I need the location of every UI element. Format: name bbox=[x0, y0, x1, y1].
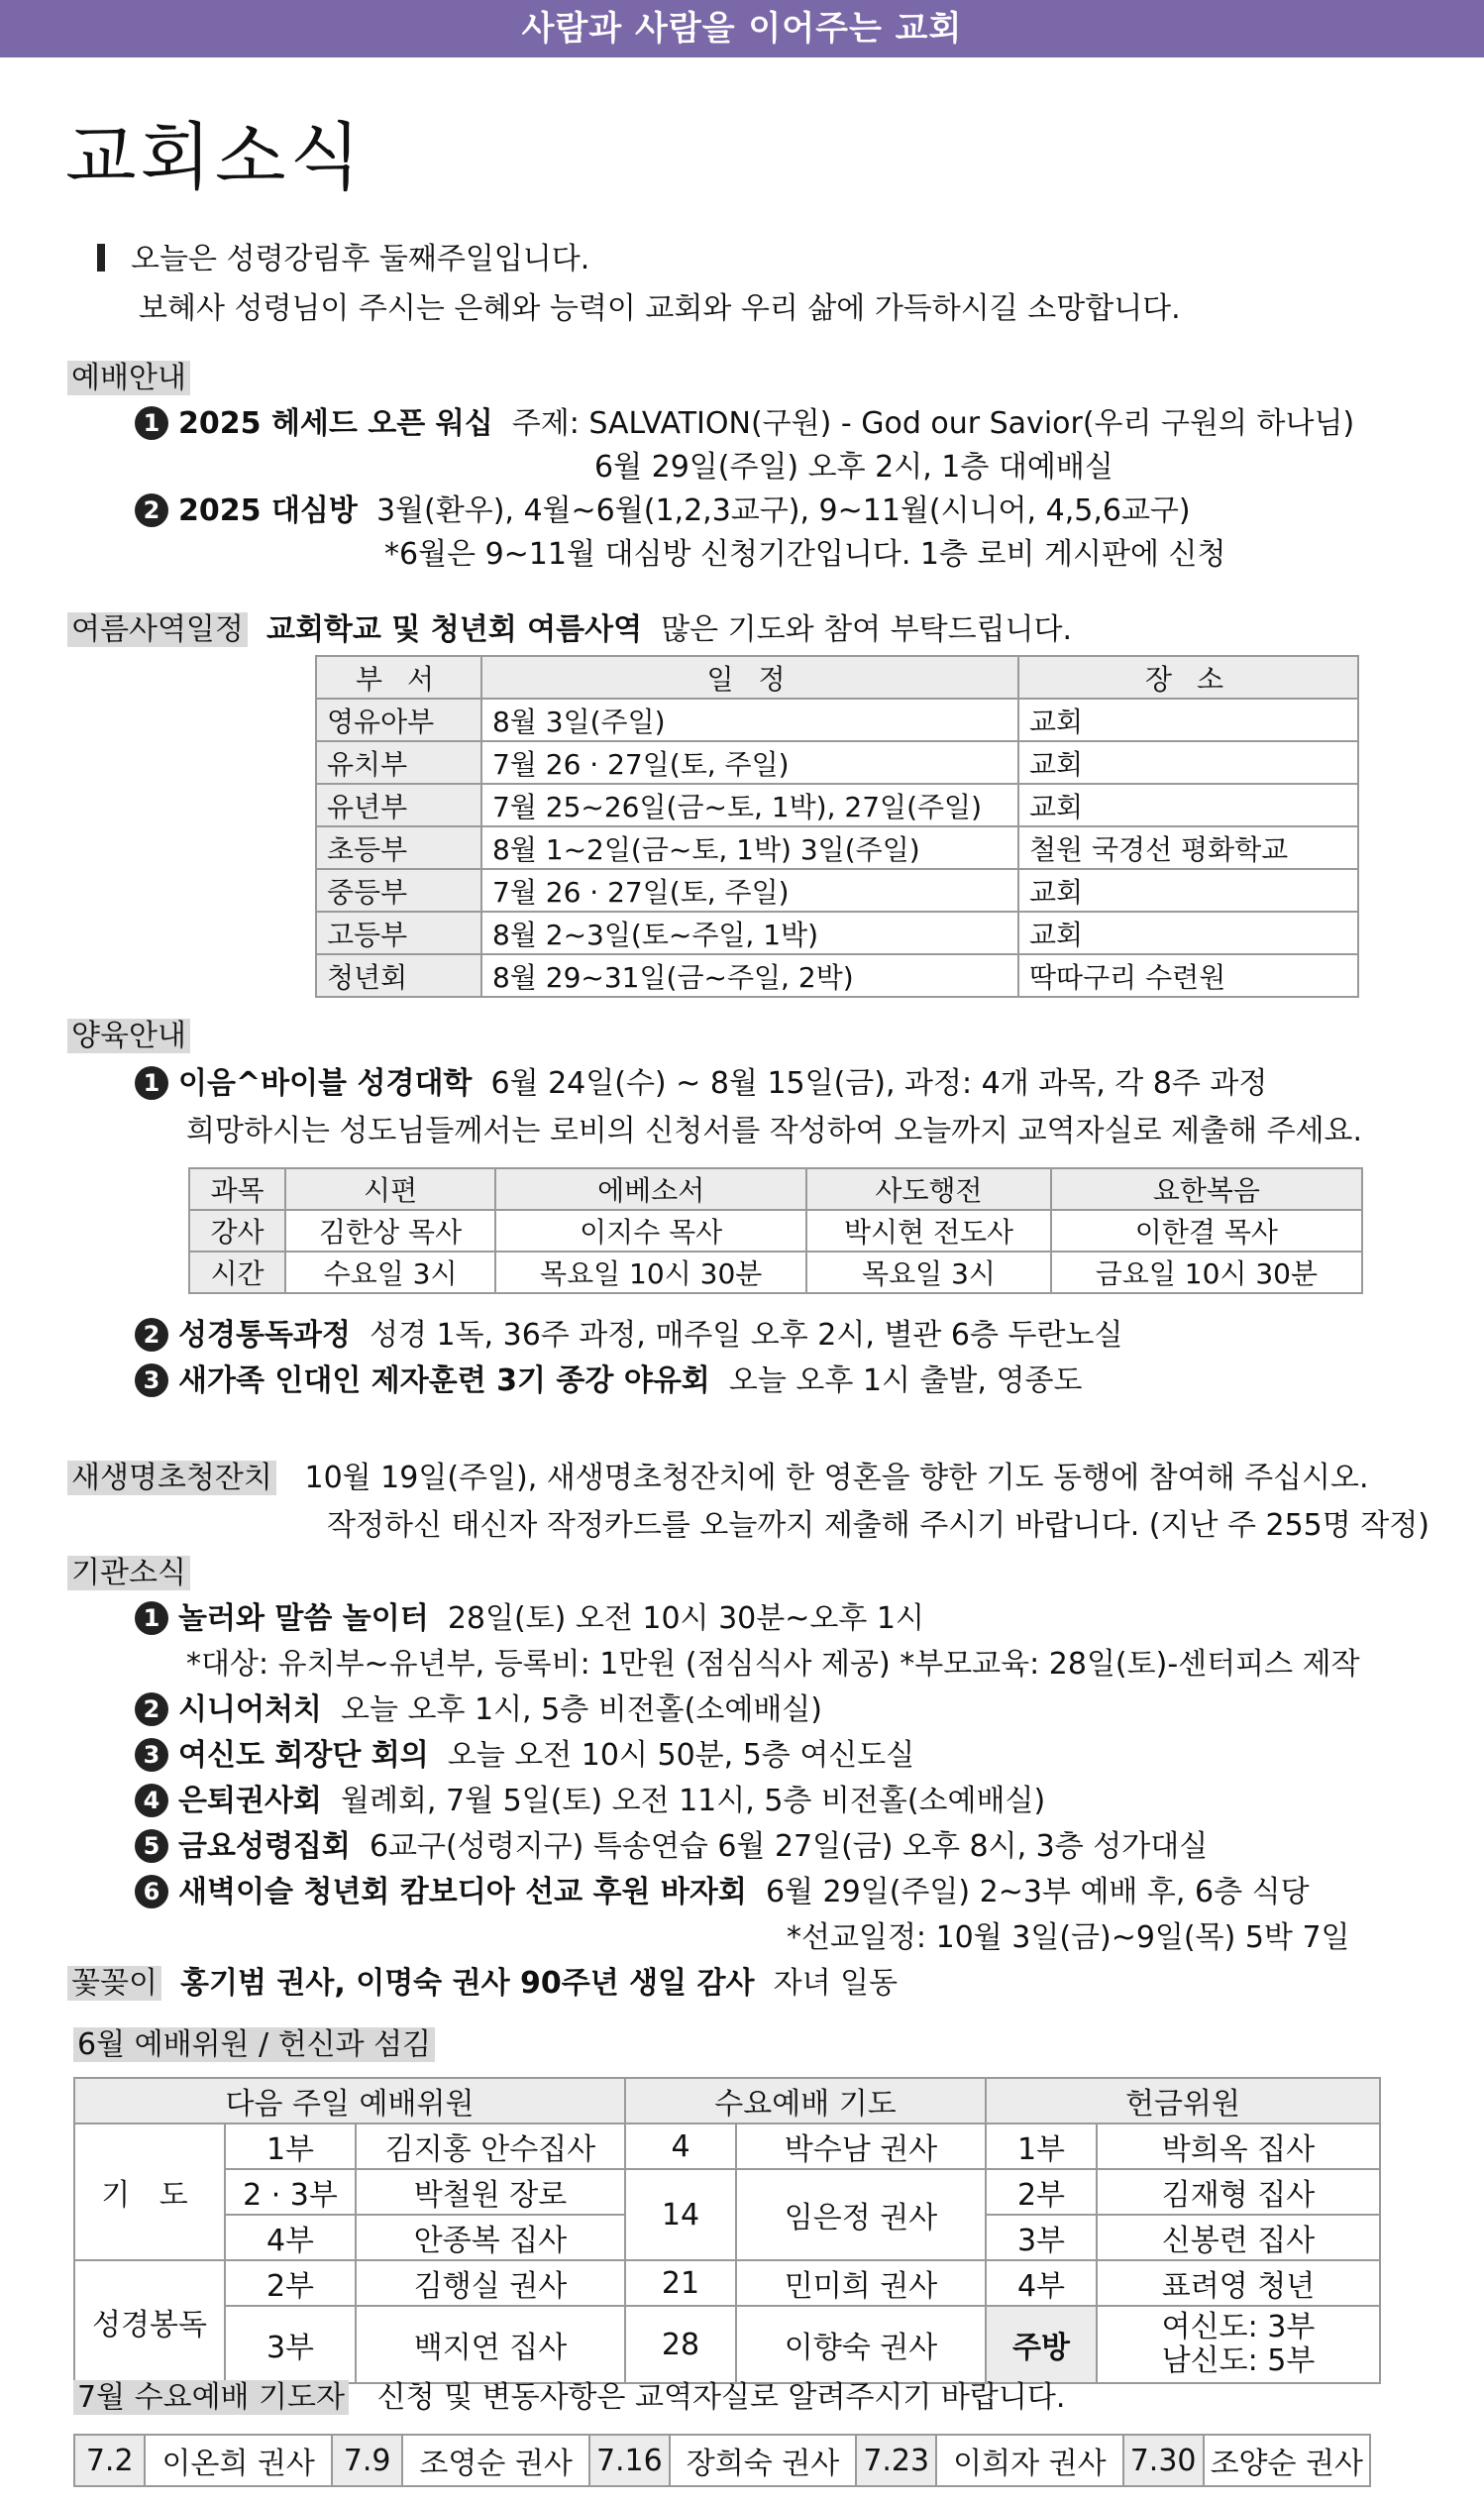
number-2-icon: 2 bbox=[135, 1318, 168, 1352]
org-item-title: 여신도 회장단 회의 bbox=[178, 1738, 429, 1773]
summer-heading-label: 여름사역일정 bbox=[67, 612, 248, 647]
number-1-icon: 1 bbox=[135, 1066, 168, 1100]
summer-place: 교회 bbox=[1018, 869, 1358, 912]
offering-svc: 1부 bbox=[986, 2124, 1097, 2169]
org-item-title: 시니어처치 bbox=[178, 1692, 322, 1727]
course-cell: 금요일 10시 30분 bbox=[1051, 1252, 1362, 1293]
july-prayer-table bbox=[73, 2434, 1371, 2487]
table-row bbox=[316, 912, 1358, 954]
summer-dept: 청년회 bbox=[316, 954, 481, 997]
org-item-2 bbox=[135, 1690, 822, 1730]
svc-name: 안종복 집사 bbox=[356, 2215, 625, 2260]
intro-line-2: 보혜사 성령님이 주시는 은혜와 능력이 교회와 우리 삶에 가득하시길 소망합니다. bbox=[139, 291, 1181, 326]
number-1-icon: 1 bbox=[135, 1601, 168, 1635]
nurture-item-1 bbox=[135, 1064, 1267, 1104]
summer-dept: 초등부 bbox=[316, 826, 481, 869]
summer-place: 교회 bbox=[1018, 699, 1358, 741]
org-item-title: 놀러와 말씀 놀이터 bbox=[178, 1601, 429, 1636]
org-item-text: 오늘 오후 1시, 5층 비전홀(소예배실) bbox=[340, 1692, 822, 1727]
wed-day: 28 bbox=[625, 2306, 736, 2383]
bullet-bar-icon bbox=[97, 244, 105, 272]
kitchen-line-1: 여신도: 3부 bbox=[1161, 2310, 1316, 2344]
course-cell: 시편 bbox=[285, 1168, 495, 1210]
course-cell: 사도행전 bbox=[806, 1168, 1050, 1210]
worship-item-2 bbox=[135, 491, 1191, 531]
number-2-icon: 2 bbox=[135, 493, 168, 527]
org-item-text: 월례회, 7월 5일(토) 오전 11시, 5층 비전홀(소예배실) bbox=[340, 1784, 1046, 1818]
june-col-wednesday: 수요예배 기도 bbox=[625, 2078, 986, 2124]
course-cell: 과목 bbox=[189, 1168, 285, 1210]
worship-item-2-text: 3월(환우), 4월~6월(1,2,3교구), 9~11월(시니어, 4,5,6교구) bbox=[375, 493, 1191, 528]
nurture-item-3-text: 오늘 오후 1시 출발, 영종도 bbox=[728, 1363, 1083, 1398]
summer-header-date: 일 정 bbox=[481, 656, 1018, 699]
prayer-label: 기 도 bbox=[74, 2124, 225, 2260]
nurture-heading bbox=[67, 1017, 190, 1056]
table-row bbox=[316, 741, 1358, 784]
summer-date: 7월 26 · 27일(토, 주일) bbox=[481, 869, 1018, 912]
summer-date: 7월 26 · 27일(토, 주일) bbox=[481, 741, 1018, 784]
org-item-1-note: *대상: 유치부~유년부, 등록비: 1만원 (점심식사 제공) *부모교육: 28일(토)-센터피스 제작 bbox=[186, 1647, 1360, 1682]
org-heading bbox=[67, 1554, 190, 1593]
course-cell: 목요일 3시 bbox=[806, 1252, 1050, 1293]
offering-svc: 4부 bbox=[986, 2260, 1097, 2306]
org-item-1 bbox=[135, 1599, 924, 1639]
summer-place: 철원 국경선 평화학교 bbox=[1018, 826, 1358, 869]
wed-name: 이향숙 권사 bbox=[736, 2306, 986, 2383]
summer-heading bbox=[67, 610, 1072, 650]
newlife-heading-label: 새생명초청잔치 bbox=[67, 1461, 276, 1495]
july-name: 조영순 권사 bbox=[402, 2435, 589, 2486]
org-item-title: 은퇴권사회 bbox=[178, 1784, 322, 1818]
number-3-icon: 3 bbox=[135, 1363, 168, 1397]
summer-place: 교회 bbox=[1018, 741, 1358, 784]
wed-day: 14 bbox=[625, 2169, 736, 2260]
intro-line-1 bbox=[97, 240, 589, 279]
header-banner: 사람과 사람을 이어주는 교회 bbox=[0, 0, 1484, 57]
nurture-item-3 bbox=[135, 1361, 1082, 1401]
reading-label: 성경봉독 bbox=[74, 2260, 225, 2383]
table-row bbox=[316, 869, 1358, 912]
org-item-6-note: *선교일정: 10월 3일(금)~9일(목) 5박 7일 bbox=[787, 1920, 1350, 1955]
summer-subtitle: 교회학교 및 청년회 여름사역 bbox=[265, 612, 643, 647]
july-name: 조양순 권사 bbox=[1204, 2435, 1370, 2486]
nurture-item-1-line-2: 희망하시는 성도님들께서는 로비의 신청서를 작성하여 오늘까지 교역자실로 제출해 주세요. bbox=[186, 1114, 1363, 1148]
summer-header-dept: 부 서 bbox=[316, 656, 481, 699]
wed-name: 민미희 권사 bbox=[736, 2260, 986, 2306]
svc-cell: 4부 bbox=[225, 2215, 356, 2260]
nurture-item-2-title: 성경통독과정 bbox=[178, 1318, 351, 1353]
org-item-4 bbox=[135, 1782, 1045, 1821]
table-row bbox=[74, 2169, 1380, 2215]
summer-dept: 유년부 bbox=[316, 784, 481, 826]
course-cell: 강사 bbox=[189, 1210, 285, 1252]
table-row bbox=[74, 2260, 1380, 2306]
summer-dept: 유치부 bbox=[316, 741, 481, 784]
kitchen-label: 주방 bbox=[986, 2306, 1097, 2383]
july-section bbox=[73, 2378, 1065, 2418]
svc-cell: 2부 bbox=[225, 2260, 356, 2306]
page-title: 교회소식 bbox=[65, 115, 365, 200]
july-date: 7.23 bbox=[856, 2435, 936, 2486]
course-cell: 요한복음 bbox=[1051, 1168, 1362, 1210]
summer-date: 8월 29~31일(금~주일, 2박) bbox=[481, 954, 1018, 997]
july-date: 7.9 bbox=[332, 2435, 402, 2486]
summer-date: 8월 3일(주일) bbox=[481, 699, 1018, 741]
summer-schedule-table bbox=[315, 655, 1359, 998]
summer-date: 8월 2~3일(토~주일, 1박) bbox=[481, 912, 1018, 954]
june-heading-label: 6월 예배위원 / 헌신과 섬김 bbox=[73, 2027, 435, 2062]
course-cell: 시간 bbox=[189, 1252, 285, 1293]
summer-place: 교회 bbox=[1018, 784, 1358, 826]
wed-day: 21 bbox=[625, 2260, 736, 2306]
summer-note: 많은 기도와 참여 부탁드립니다. bbox=[661, 612, 1073, 647]
kitchen-cell bbox=[1097, 2306, 1380, 2383]
table-row bbox=[316, 784, 1358, 826]
worship-item-1-title: 2025 헤세드 오픈 워십 bbox=[178, 406, 493, 441]
nurture-item-1-text: 6월 24일(수) ~ 8월 15일(금), 과정: 4개 과목, 각 8주 과정 bbox=[490, 1066, 1268, 1101]
nurture-item-1-title: 이음^바이블 성경대학 bbox=[178, 1066, 473, 1101]
july-name: 이희자 권사 bbox=[936, 2435, 1123, 2486]
svc-name: 백지연 집사 bbox=[356, 2306, 625, 2383]
nurture-item-2-text: 성경 1독, 36주 과정, 매주일 오후 2시, 별관 6층 두란노실 bbox=[369, 1318, 1123, 1353]
table-row bbox=[74, 2306, 1380, 2383]
course-table bbox=[188, 1167, 1363, 1294]
july-name: 이온희 권사 bbox=[145, 2435, 332, 2486]
table-row bbox=[74, 2124, 1380, 2169]
offering-name: 김재형 집사 bbox=[1097, 2169, 1380, 2215]
number-3-icon: 3 bbox=[135, 1738, 168, 1772]
newlife-line-1: 10월 19일(주일), 새생명초청잔치에 한 영혼을 향한 기도 동행에 참여해 주십시오. bbox=[304, 1461, 1369, 1495]
kitchen-line-2: 남신도: 5부 bbox=[1161, 2343, 1316, 2378]
org-item-5 bbox=[135, 1827, 1208, 1867]
table-row bbox=[189, 1210, 1362, 1252]
newlife-section bbox=[67, 1459, 1369, 1498]
flower-text: 자녀 일동 bbox=[773, 1966, 899, 2001]
summer-date: 8월 1~2일(금~토, 1박) 3일(주일) bbox=[481, 826, 1018, 869]
table-row bbox=[189, 1168, 1362, 1210]
wed-day: 4 bbox=[625, 2124, 736, 2169]
table-row bbox=[316, 826, 1358, 869]
summer-dept: 중등부 bbox=[316, 869, 481, 912]
wed-name: 임은정 권사 bbox=[736, 2169, 986, 2260]
course-cell: 이지수 목사 bbox=[495, 1210, 806, 1252]
july-date: 7.2 bbox=[74, 2435, 145, 2486]
offering-name: 신봉련 집사 bbox=[1097, 2215, 1380, 2260]
july-note: 신청 및 변동사항은 교역자실로 알려주시기 바랍니다. bbox=[376, 2380, 1066, 2415]
number-1-icon: 1 bbox=[135, 406, 168, 440]
nurture-item-3-title: 새가족 인대인 제자훈련 3기 종강 야유회 bbox=[178, 1363, 710, 1398]
summer-dept: 영유아부 bbox=[316, 699, 481, 741]
org-item-text: 28일(토) 오전 10시 30분~오후 1시 bbox=[447, 1601, 924, 1636]
course-cell: 박시현 전도사 bbox=[806, 1210, 1050, 1252]
org-heading-label: 기관소식 bbox=[67, 1556, 190, 1590]
flower-title: 홍기범 권사, 이명숙 권사 90주년 생일 감사 bbox=[180, 1966, 755, 2001]
offering-name: 표려영 청년 bbox=[1097, 2260, 1380, 2306]
table-row bbox=[189, 1252, 1362, 1293]
offering-name: 박희옥 집사 bbox=[1097, 2124, 1380, 2169]
org-item-title: 금요성령집회 bbox=[178, 1829, 351, 1864]
nurture-item-2 bbox=[135, 1316, 1122, 1356]
flower-heading-label: 꽃꽂이 bbox=[67, 1966, 161, 2001]
svc-name: 박철원 장로 bbox=[356, 2169, 625, 2215]
summer-header-place: 장 소 bbox=[1018, 656, 1358, 699]
worship-item-2-line-2: *6월은 9~11월 대심방 신청기간입니다. 1층 로비 게시판에 신청 bbox=[384, 537, 1226, 572]
table-row bbox=[74, 2078, 1380, 2124]
course-cell: 김한상 목사 bbox=[285, 1210, 495, 1252]
org-item-3 bbox=[135, 1736, 914, 1776]
table-row bbox=[74, 2435, 1370, 2486]
number-2-icon: 2 bbox=[135, 1692, 168, 1726]
july-heading-label: 7월 수요예배 기도자 bbox=[73, 2380, 349, 2415]
summer-place: 교회 bbox=[1018, 912, 1358, 954]
table-row bbox=[316, 954, 1358, 997]
june-col-service: 다음 주일 예배위원 bbox=[74, 2078, 625, 2124]
july-date: 7.30 bbox=[1123, 2435, 1204, 2486]
org-item-text: 오늘 오전 10시 50분, 5층 여신도실 bbox=[447, 1738, 915, 1773]
newlife-line-2: 작정하신 태신자 작정카드를 오늘까지 제출해 주시기 바랍니다. (지난 주 255명 작정) bbox=[327, 1508, 1430, 1543]
course-cell: 에베소서 bbox=[495, 1168, 806, 1210]
number-5-icon: 5 bbox=[135, 1829, 168, 1863]
july-name: 장희숙 권사 bbox=[670, 2435, 857, 2486]
wed-name: 박수남 권사 bbox=[736, 2124, 986, 2169]
table-row bbox=[316, 699, 1358, 741]
july-date: 7.16 bbox=[589, 2435, 670, 2486]
offering-svc: 3부 bbox=[986, 2215, 1097, 2260]
worship-item-2-title: 2025 대심방 bbox=[178, 493, 358, 528]
org-item-text: 6월 29일(주일) 2~3부 예배 후, 6층 식당 bbox=[765, 1875, 1310, 1909]
svc-name: 김행실 권사 bbox=[356, 2260, 625, 2306]
summer-date: 7월 25~26일(금~토, 1박), 27일(주일) bbox=[481, 784, 1018, 826]
svc-cell: 2 · 3부 bbox=[225, 2169, 356, 2215]
worship-item-1-text: 주제: SALVATION(구원) - God our Savior(우리 구원의 하나님) bbox=[511, 406, 1355, 441]
offering-svc: 2부 bbox=[986, 2169, 1097, 2215]
number-6-icon: 6 bbox=[135, 1875, 168, 1908]
flower-section bbox=[67, 1964, 898, 2004]
worship-heading bbox=[67, 359, 190, 398]
number-4-icon: 4 bbox=[135, 1784, 168, 1817]
svc-cell: 1부 bbox=[225, 2124, 356, 2169]
course-cell: 목요일 10시 30분 bbox=[495, 1252, 806, 1293]
june-col-offering: 헌금위원 bbox=[986, 2078, 1380, 2124]
course-cell: 수요일 3시 bbox=[285, 1252, 495, 1293]
june-committee-table bbox=[73, 2077, 1381, 2384]
org-item-title: 새벽이슬 청년회 캄보디아 선교 후원 바자회 bbox=[178, 1875, 747, 1909]
summer-dept: 고등부 bbox=[316, 912, 481, 954]
worship-item-1 bbox=[135, 404, 1354, 444]
intro-text-1: 오늘은 성령강림후 둘째주일입니다. bbox=[131, 242, 590, 276]
summer-place: 딱따구리 수련원 bbox=[1018, 954, 1358, 997]
svc-name: 김지홍 안수집사 bbox=[356, 2124, 625, 2169]
org-item-text: 6교구(성령지구) 특송연습 6월 27일(금) 오후 8시, 3층 성가대실 bbox=[369, 1829, 1209, 1864]
svc-cell: 3부 bbox=[225, 2306, 356, 2383]
june-heading bbox=[73, 2025, 435, 2065]
worship-item-1-line-2: 6월 29일(주일) 오후 2시, 1층 대예배실 bbox=[594, 450, 1113, 485]
course-cell: 이한결 목사 bbox=[1051, 1210, 1362, 1252]
worship-heading-label: 예배안내 bbox=[67, 361, 190, 395]
nurture-heading-label: 양육안내 bbox=[67, 1019, 190, 1053]
org-item-6 bbox=[135, 1873, 1310, 1912]
